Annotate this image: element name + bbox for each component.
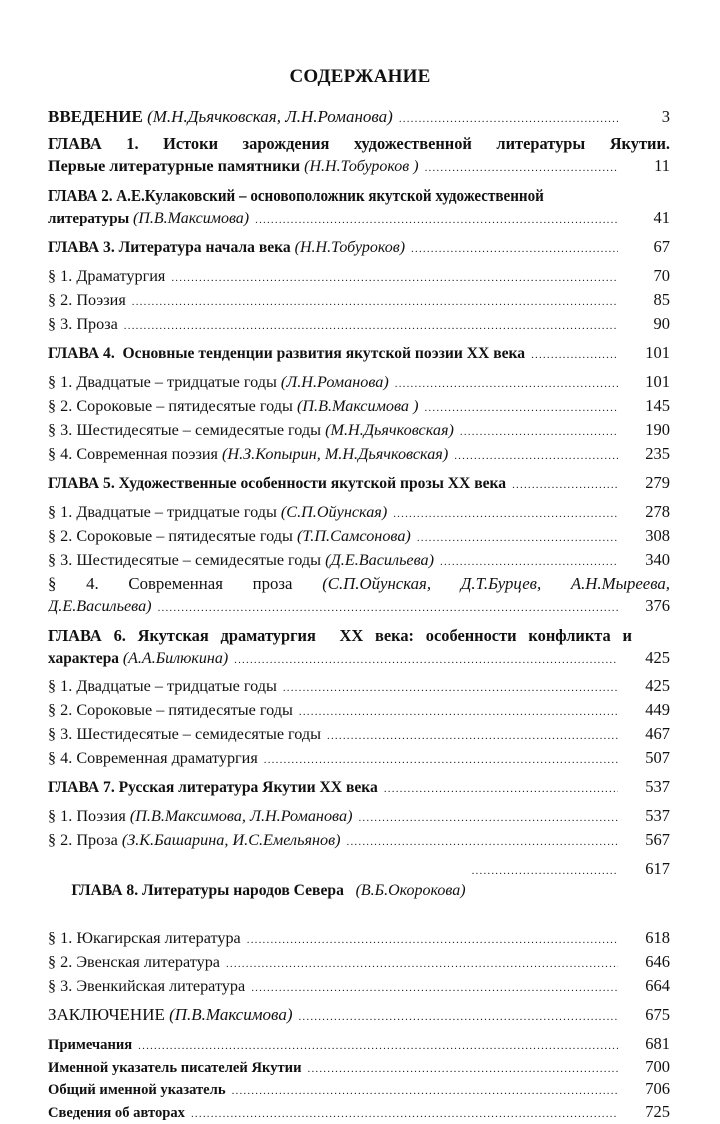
section-title: § 2. Сороковые – пятидесятые годы [48, 397, 293, 415]
toc-section[interactable] [48, 313, 670, 337]
section-title: § 1. Двадцатые – тридцатые годы [48, 503, 277, 521]
entry-author: (Н.Н.Тобуроков) [295, 239, 405, 256]
table-of-contents [48, 106, 670, 1124]
page-number: 467 [636, 723, 670, 744]
section-title: § 1. Поэзия [48, 807, 126, 825]
dot-leader [247, 930, 618, 951]
chapter-title: ГЛАВА 7. Русская литература Якутии XX века [48, 777, 378, 798]
page-number: 700 [636, 1057, 670, 1078]
dot-leader [283, 678, 618, 699]
dot-leader [417, 528, 618, 549]
section-list [48, 675, 670, 771]
page-number: 675 [636, 1004, 670, 1025]
dot-leader [191, 1104, 618, 1124]
dot-leader [393, 504, 618, 525]
page-number: 706 [636, 1079, 670, 1100]
toc-section[interactable] [48, 747, 670, 771]
toc-entry-chapter-1[interactable] [48, 132, 670, 179]
section-list [48, 927, 670, 999]
entry-author: (В.Б.Окорокова) [356, 882, 466, 899]
page-number: 11 [636, 155, 670, 176]
page-number: 425 [636, 647, 670, 668]
section-title: § 1. Драматургия [48, 266, 165, 287]
page-number: 681 [636, 1034, 670, 1055]
dot-leader [531, 345, 618, 366]
dot-leader [232, 1081, 618, 1102]
section-title: § 2. Поэзия [48, 290, 126, 311]
page-number: 278 [636, 501, 670, 522]
dot-leader [399, 109, 618, 130]
toc-entry-chapter-7[interactable] [48, 776, 670, 800]
toc-entry-general-index[interactable] [48, 1079, 670, 1102]
toc-section[interactable] [48, 805, 670, 829]
dot-leader [138, 1036, 618, 1057]
page-number: 425 [636, 675, 670, 696]
entry-author: (М.Н.Дьячковская, Л.Н.Романова) [147, 107, 393, 126]
entry-title: Сведения об авторах [48, 1103, 185, 1124]
dot-leader [472, 861, 618, 882]
chapter-title-line: ГЛАВА 1. Истоки зарождения художественной литературы Якутии. [48, 132, 670, 155]
dot-leader [255, 210, 618, 231]
entry-title: Общий именной указатель [48, 1080, 226, 1101]
section-title: § 3. Шестидесятые – семидесятые годы [48, 421, 321, 439]
page-number: 308 [636, 525, 670, 546]
entry-author: (А.А.Билюкина) [123, 650, 228, 667]
dot-leader [234, 650, 618, 671]
entry-author: (П.В.Максимова) [133, 210, 249, 227]
toc-entry-chapter-5[interactable] [48, 472, 670, 496]
chapter-title: ГЛАВА 8. Литературы народов Севера [71, 882, 343, 899]
chapter-title-continued: литературы [48, 211, 129, 227]
chapter-title-line: ГЛАВА 6. Якутская драматургия XX века: особенности конфликта и [48, 624, 632, 647]
toc-section[interactable] [48, 549, 670, 573]
toc-entry-introduction[interactable] [48, 106, 670, 130]
dot-leader [158, 598, 618, 619]
chapter-title: ГЛАВА 3. Литература начала века [48, 239, 291, 256]
page-title: СОДЕРЖАНИЕ [0, 66, 720, 88]
section-author-continued: Д.Е.Васильева) [48, 596, 152, 617]
section-author: (Т.П.Самсонова) [297, 527, 411, 545]
entry-author: (П.В.Максимова) [169, 1005, 292, 1024]
section-title: § 2. Сороковые – пятидесятые годы [48, 700, 293, 721]
toc-section[interactable] [48, 443, 670, 467]
section-author: (Д.Е.Васильева) [325, 551, 434, 569]
page-number: 235 [636, 443, 670, 464]
entry-title: Именной указатель писателей Якутии [48, 1058, 302, 1079]
toc-section[interactable] [48, 289, 670, 313]
chapter-title: ГЛАВА 5. Художественные особенности якутской прозы XX века [48, 473, 506, 494]
section-list [48, 501, 670, 619]
dot-leader [425, 158, 618, 179]
section-title: § 3. Проза [48, 314, 118, 335]
section-author: (Н.З.Копырин, М.Н.Дьячковская) [222, 445, 448, 463]
toc-section[interactable] [48, 951, 670, 975]
dot-leader [124, 316, 618, 337]
toc-entry-chapter-2[interactable] [48, 184, 670, 231]
dot-leader [358, 808, 618, 829]
section-author: (П.В.Максимова ) [297, 397, 419, 415]
entry-heading: ЗАКЛЮЧЕНИЕ [48, 1005, 165, 1024]
page-number: 537 [636, 776, 670, 797]
toc-section[interactable] [48, 927, 670, 951]
section-author: (П.В.Максимова, Л.Н.Романова) [130, 807, 353, 825]
dot-leader [512, 475, 618, 496]
page-number: 537 [636, 805, 670, 826]
section-title: § 3. Шестидесятые – семидесятые годы [48, 724, 321, 745]
section-title: § 2. Сороковые – пятидесятые годы [48, 527, 293, 545]
dot-leader [384, 779, 618, 800]
section-title: § 3. Шестидесятые – семидесятые годы [48, 551, 321, 569]
chapter-title-line: ГЛАВА 2. А.Е.Кулаковский – основоположник якутской художественной [48, 184, 614, 207]
entry-title: Примечания [48, 1035, 132, 1056]
dot-leader [226, 954, 618, 975]
section-title: § 2. Проза [48, 831, 118, 849]
page-number: 664 [636, 975, 670, 996]
chapter-title-continued: Первые литературные памятники [48, 157, 300, 175]
page-number: 449 [636, 699, 670, 720]
dot-leader [395, 374, 618, 395]
page-number: 190 [636, 419, 670, 440]
toc-section[interactable] [48, 829, 670, 853]
toc-entry-conclusion[interactable] [48, 1004, 670, 1028]
section-title: § 2. Эвенская литература [48, 952, 220, 973]
section-author: (Л.Н.Романова) [281, 373, 389, 391]
dot-leader [460, 422, 618, 443]
toc-section[interactable] [48, 723, 670, 747]
toc-entry-notes[interactable] [48, 1034, 670, 1057]
section-author: (С.П.Ойунская, Д.Т.Бурцев, А.Н.Мыреева, [322, 574, 670, 593]
dot-leader [440, 552, 618, 573]
section-list [48, 371, 670, 467]
section-author: (М.Н.Дьячковская) [325, 421, 454, 439]
toc-section[interactable] [48, 395, 670, 419]
page-number: 279 [636, 472, 670, 493]
chapter-title: ГЛАВА 4. Основные тенденции развития якутской поэзии XX века [48, 343, 525, 364]
section-author: (С.П.Ойунская) [281, 503, 387, 521]
toc-section[interactable] [48, 501, 670, 525]
page-number: 617 [636, 858, 670, 879]
dot-leader [171, 268, 618, 289]
toc-entry-chapter-6[interactable] [48, 624, 670, 671]
section-list [48, 265, 670, 337]
section-list [48, 805, 670, 853]
toc-entry-chapter-3[interactable] [48, 236, 670, 260]
page-number: 3 [636, 106, 670, 127]
toc-entry-writers-index[interactable] [48, 1057, 670, 1080]
section-author: (З.К.Башарина, И.С.Емельянов) [122, 831, 341, 849]
page-number: 70 [636, 265, 670, 286]
page-number: 376 [636, 595, 670, 616]
page-number: 340 [636, 549, 670, 570]
section-title: § 3. Эвенкийская литература [48, 976, 245, 997]
page-number: 646 [636, 951, 670, 972]
section-title: § 4. Современная драматургия [48, 748, 258, 769]
page-number: 145 [636, 395, 670, 416]
section-title: § 1. Двадцатые – тридцатые годы [48, 373, 277, 391]
dot-leader [424, 398, 618, 419]
toc-section[interactable] [48, 265, 670, 289]
page-number: 618 [636, 927, 670, 948]
toc-entry-chapter-4[interactable] [48, 342, 670, 366]
toc-section[interactable] [48, 675, 670, 699]
dot-leader [264, 750, 618, 771]
page-number: 90 [636, 313, 670, 334]
dot-leader [347, 832, 618, 853]
section-title: § 4. Современная поэзия [48, 445, 218, 463]
dot-leader [411, 239, 618, 260]
page-number: 101 [636, 342, 670, 363]
dot-leader [299, 702, 618, 723]
page-number: 67 [636, 236, 670, 257]
toc-entry-about-authors[interactable] [48, 1102, 670, 1124]
page-number: 85 [636, 289, 670, 310]
page-number: 101 [636, 371, 670, 392]
section-title: § 1. Юкагирская литература [48, 928, 241, 949]
dot-leader [132, 292, 618, 313]
dot-leader [327, 726, 618, 747]
page-number: 41 [636, 207, 670, 228]
toc-section[interactable] [48, 975, 670, 999]
toc-entry-chapter-8[interactable] [48, 858, 670, 922]
page-number: 725 [636, 1102, 670, 1123]
page-number: 567 [636, 829, 670, 850]
page-number: 507 [636, 747, 670, 768]
toc-section[interactable] [48, 573, 670, 619]
section-title: § 4. Современная проза [48, 574, 292, 593]
dot-leader [251, 978, 618, 999]
entry-author: (Н.Н.Тобуроков ) [304, 158, 418, 175]
entry-heading: ВВЕДЕНИЕ [48, 107, 143, 126]
toc-section[interactable] [48, 699, 670, 723]
back-matter-list [48, 1034, 670, 1124]
dot-leader [454, 446, 618, 467]
toc-section[interactable] [48, 419, 670, 443]
toc-section[interactable] [48, 525, 670, 549]
section-title: § 1. Двадцатые – тридцатые годы [48, 676, 277, 697]
chapter-title-continued: характера [48, 650, 119, 667]
toc-section[interactable] [48, 371, 670, 395]
dot-leader [308, 1059, 619, 1080]
dot-leader [298, 1007, 618, 1028]
